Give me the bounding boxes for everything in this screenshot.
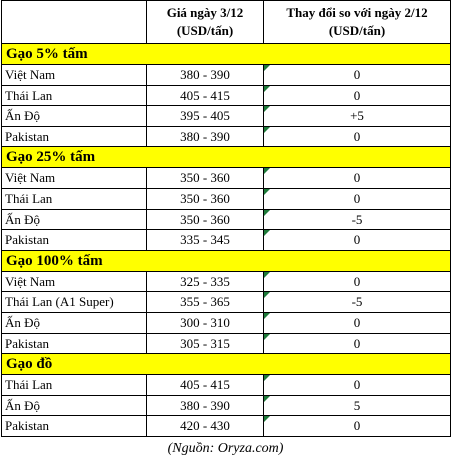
- rice-price-table: [1, 0, 451, 437]
- price-cell: 350 - 360: [147, 188, 264, 209]
- change-cell: 0: [264, 126, 451, 147]
- price-cell: 300 - 310: [147, 312, 264, 333]
- change-cell: 0: [264, 168, 451, 189]
- table-row: [2, 209, 451, 230]
- change-cell: +5: [264, 106, 451, 127]
- table-header: [2, 1, 451, 44]
- price-cell: 305 - 315: [147, 333, 264, 354]
- country-cell: Việt Nam: [2, 271, 147, 292]
- table-row: [2, 312, 451, 333]
- section-title: Gạo 25% tấm: [2, 147, 451, 168]
- country-cell: Pakistan: [2, 230, 147, 251]
- table-row: [2, 333, 451, 354]
- header-price-unit: (USD/tấn): [176, 23, 234, 38]
- table-body: [2, 44, 451, 437]
- price-cell: 350 - 360: [147, 168, 264, 189]
- price-cell: 325 - 335: [147, 271, 264, 292]
- change-cell: 5: [264, 395, 451, 416]
- header-price-title: Giá ngày 3/12: [166, 5, 244, 20]
- country-cell: Thái Lan: [2, 85, 147, 106]
- change-cell: 0: [264, 416, 451, 437]
- change-cell: -5: [264, 209, 451, 230]
- table-row: [2, 292, 451, 313]
- country-cell: Pakistan: [2, 416, 147, 437]
- header-change-title: Thay đổi so với ngày 2/12: [286, 5, 428, 20]
- change-cell: -5: [264, 292, 451, 313]
- section-title: Gạo 100% tấm: [2, 250, 451, 271]
- section-header-row: [2, 44, 451, 65]
- country-cell: Ấn Độ: [2, 106, 147, 127]
- section-title: Gạo đồ: [2, 354, 451, 375]
- header-price-cell: [147, 1, 264, 44]
- change-cell: 0: [264, 230, 451, 251]
- table-row: [2, 85, 451, 106]
- price-cell: 335 - 345: [147, 230, 264, 251]
- table-row: [2, 126, 451, 147]
- header-country-cell: [2, 1, 147, 44]
- section-header-row: [2, 250, 451, 271]
- price-cell: 405 - 415: [147, 85, 264, 106]
- table-row: [2, 375, 451, 396]
- country-cell: Pakistan: [2, 126, 147, 147]
- source-note: (Nguồn: Oryza.com): [167, 440, 284, 456]
- section-title: Gạo 5% tấm: [2, 44, 451, 65]
- change-cell: 0: [264, 333, 451, 354]
- price-cell: 350 - 360: [147, 209, 264, 230]
- section-header-row: [2, 354, 451, 375]
- header-change-cell: [264, 1, 451, 44]
- price-cell: 380 - 390: [147, 65, 264, 86]
- table-row: [2, 106, 451, 127]
- header-change-unit: (USD/tấn): [328, 23, 386, 38]
- country-cell: Thái Lan: [2, 375, 147, 396]
- country-cell: Ấn Độ: [2, 209, 147, 230]
- table-row: [2, 230, 451, 251]
- price-cell: 380 - 390: [147, 126, 264, 147]
- table-row: [2, 271, 451, 292]
- price-cell: 405 - 415: [147, 375, 264, 396]
- change-cell: 0: [264, 65, 451, 86]
- change-cell: 0: [264, 188, 451, 209]
- change-cell: 0: [264, 85, 451, 106]
- change-cell: 0: [264, 312, 451, 333]
- price-cell: 380 - 390: [147, 395, 264, 416]
- price-cell: 420 - 430: [147, 416, 264, 437]
- country-cell: Ấn Độ: [2, 395, 147, 416]
- change-cell: 0: [264, 271, 451, 292]
- country-cell: Thái Lan (A1 Super): [2, 292, 147, 313]
- table-row: [2, 65, 451, 86]
- section-header-row: [2, 147, 451, 168]
- table-row: [2, 168, 451, 189]
- change-cell: 0: [264, 375, 451, 396]
- table-row: [2, 395, 451, 416]
- country-cell: Ấn Độ: [2, 312, 147, 333]
- table-row: [2, 188, 451, 209]
- price-cell: 395 - 405: [147, 106, 264, 127]
- table-row: [2, 416, 451, 437]
- price-cell: 355 - 365: [147, 292, 264, 313]
- country-cell: Pakistan: [2, 333, 147, 354]
- country-cell: Việt Nam: [2, 168, 147, 189]
- country-cell: Việt Nam: [2, 65, 147, 86]
- header-row: [2, 1, 451, 44]
- country-cell: Thái Lan: [2, 188, 147, 209]
